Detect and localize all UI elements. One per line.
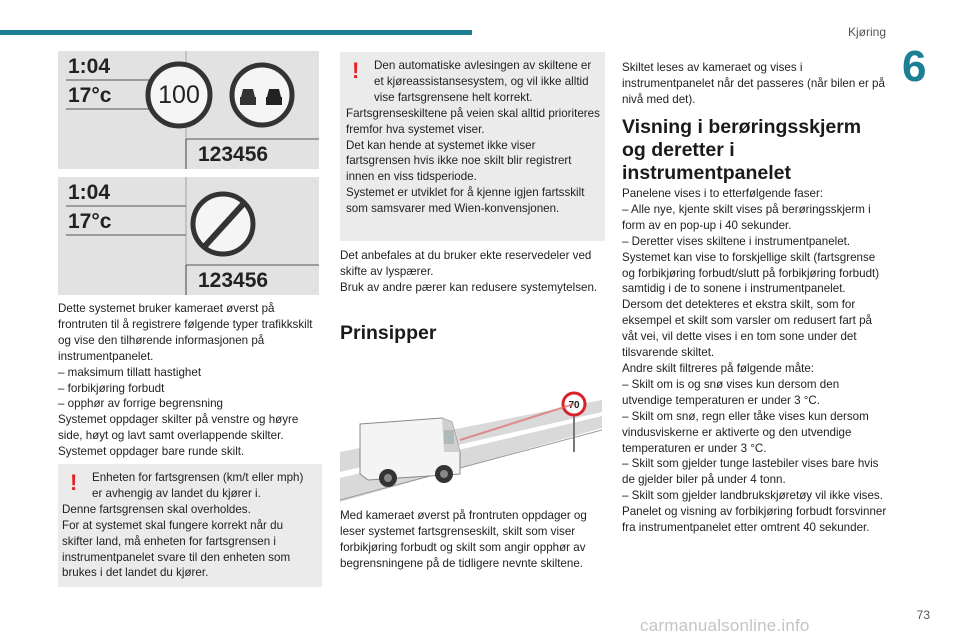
list-item: – Skilt som gjelder landbrukskjøretøy vil ikke vises.: [622, 489, 883, 503]
list-item: – opphør av forrige begrensning: [58, 397, 223, 411]
heading-visning: Visning i berøringsskjerm og deretter i instrumentpanelet: [622, 116, 862, 184]
paragraph: Systemet kan vise to forskjellige skilt (fartsgrense og forbikjøring forbudt/slutt på forbikjøring forbudt) samtidig i de to sonene i instrumentpanelet.: [622, 250, 880, 296]
note-text: Systemet er utviklet for å kjenne igjen fartsskilt som samsvarer med Wien-konvensjonen.: [346, 186, 585, 216]
list-item: – Skilt om is og snø vises kun dersom den utvendige temperaturen er under 3 °C.: [622, 377, 840, 407]
list-item: – maksimum tillatt hastighet: [58, 365, 202, 379]
panel-1-odometer: 123456: [198, 143, 269, 166]
panel-1-temperature: 17°c: [68, 84, 112, 107]
paragraph: Systemet oppdager bare runde skilt.: [58, 445, 245, 459]
no-overtaking-sign-icon: [232, 65, 292, 125]
list-item: – Skilt som gjelder tunge lastebiler vises bare hvis de gjelder biler på under 4 tonn.: [622, 457, 879, 487]
page-number: 73: [916, 608, 930, 622]
panel-1-clock: 1:04: [68, 55, 111, 78]
paragraph: Dette systemet bruker kameraet øverst på frontruten til å registrere følgende typer trafikkskilt og vise den tilhørende informasjonen på instrumentpanelet.: [58, 302, 313, 363]
note-text: Det kan hende at systemet ikke viser fartsgrensen hvis ikke noe skilt blir registrert innen en viss tidsperiode.: [346, 138, 572, 184]
col2-warning-note: [340, 52, 605, 241]
list-item: – forbikjøring forbudt: [58, 381, 165, 395]
heading-prinsipper: Prinsipper: [340, 322, 437, 344]
instrument-panel-illustration-1: [58, 51, 319, 169]
paragraph: Skiltet leses av kameraet og vises i instrumentpanelet når det passeres (når bilen er på nivå med det).: [622, 61, 885, 106]
paragraph: Panelet og visning av forbikjøring forbudt forsvinner fra instrumentpanelet etter omtrent 40 sekunder.: [622, 505, 887, 535]
note-text: Den automatiske avlesingen av skiltene er et kjøreassistansesystem, og vil ikke alltid vise fartsgrensene helt korrekt.: [374, 59, 592, 104]
paragraph: Bruk av andre pærer kan redusere systemytelsen.: [340, 280, 598, 294]
note-text: For at systemet skal fungere korrekt når du skifter land, må enheten for fartsgrensen i instrumentpanelet svare til den enheten som brukes i det landet du kjører.: [62, 518, 291, 580]
paragraph: Med kameraet øverst på frontruten oppdager og leser systemet fartsgrenseskilt, skilt som viser forbikjøring forbudt og skilt som angir opphør av begrensningene på de tidligere nevnte skiltene.: [340, 509, 587, 570]
panel-1-speed-value: 100: [158, 81, 200, 109]
col3-body: [622, 186, 887, 536]
watermark: carmanualsonline.info: [640, 616, 810, 635]
panel-2-temperature: 17°c: [68, 210, 112, 233]
van-road-illustration: [340, 382, 602, 502]
road-sign-speed-text: 70: [568, 400, 580, 411]
col1-warning-note: [58, 464, 322, 587]
instrument-panel-illustration-2: [58, 177, 319, 295]
note-text: Fartsgrenseskiltene på veien skal alltid prioriteres fremfor hva systemet viser.: [346, 106, 600, 136]
note-text: Denne fartsgrensen skal overholdes.: [62, 502, 251, 516]
paragraph: Dersom det detekteres et ekstra skilt, som for eksempel et skilt som varsler om redusert fart på våt vei, vil dette vises i en tom sone under det tilsvarende skiltet.: [622, 298, 872, 360]
col2-after-image: [340, 508, 605, 572]
list-item: – Deretter vises skiltene i instrumentpanelet.: [622, 234, 851, 248]
section-title: Kjøring: [847, 25, 886, 39]
note-text: Enheten for fartsgrensen (km/t eller mph) er avhengig av landet du kjører i.: [92, 471, 304, 500]
panel-2-clock: 1:04: [68, 181, 111, 204]
chapter-number: 6: [902, 42, 927, 91]
van-icon: [360, 418, 460, 487]
paragraph: Panelene vises i to etterfølgende faser:: [622, 187, 824, 200]
warning-exclamation-icon: !: [352, 58, 360, 83]
paragraph: Systemet oppdager skilter på venstre og høyre side, høyt og lavt samt overlappende skilter.: [58, 413, 299, 443]
list-item: – Alle nye, kjente skilt vises på berøringsskjerm i form av en pop-up i 40 sekunder.: [622, 202, 871, 232]
col2-body: [340, 248, 605, 296]
warning-exclamation-icon: !: [70, 470, 78, 495]
panel-2-odometer: 123456: [198, 269, 269, 292]
col1-intro: [58, 301, 322, 460]
paragraph: Det anbefales at du bruker ekte reservedeler ved skifte av lyspærer.: [340, 249, 592, 278]
list-item: – Skilt om snø, regn eller tåke vises kun dersom vindusviskerne er aktiverte og den utvendige temperaturen er under 3 °C.: [622, 409, 869, 455]
paragraph: Andre skilt filtreres på følgende måte:: [622, 361, 815, 375]
header-accent-bar: [0, 30, 472, 35]
col3-intro: [622, 60, 887, 108]
